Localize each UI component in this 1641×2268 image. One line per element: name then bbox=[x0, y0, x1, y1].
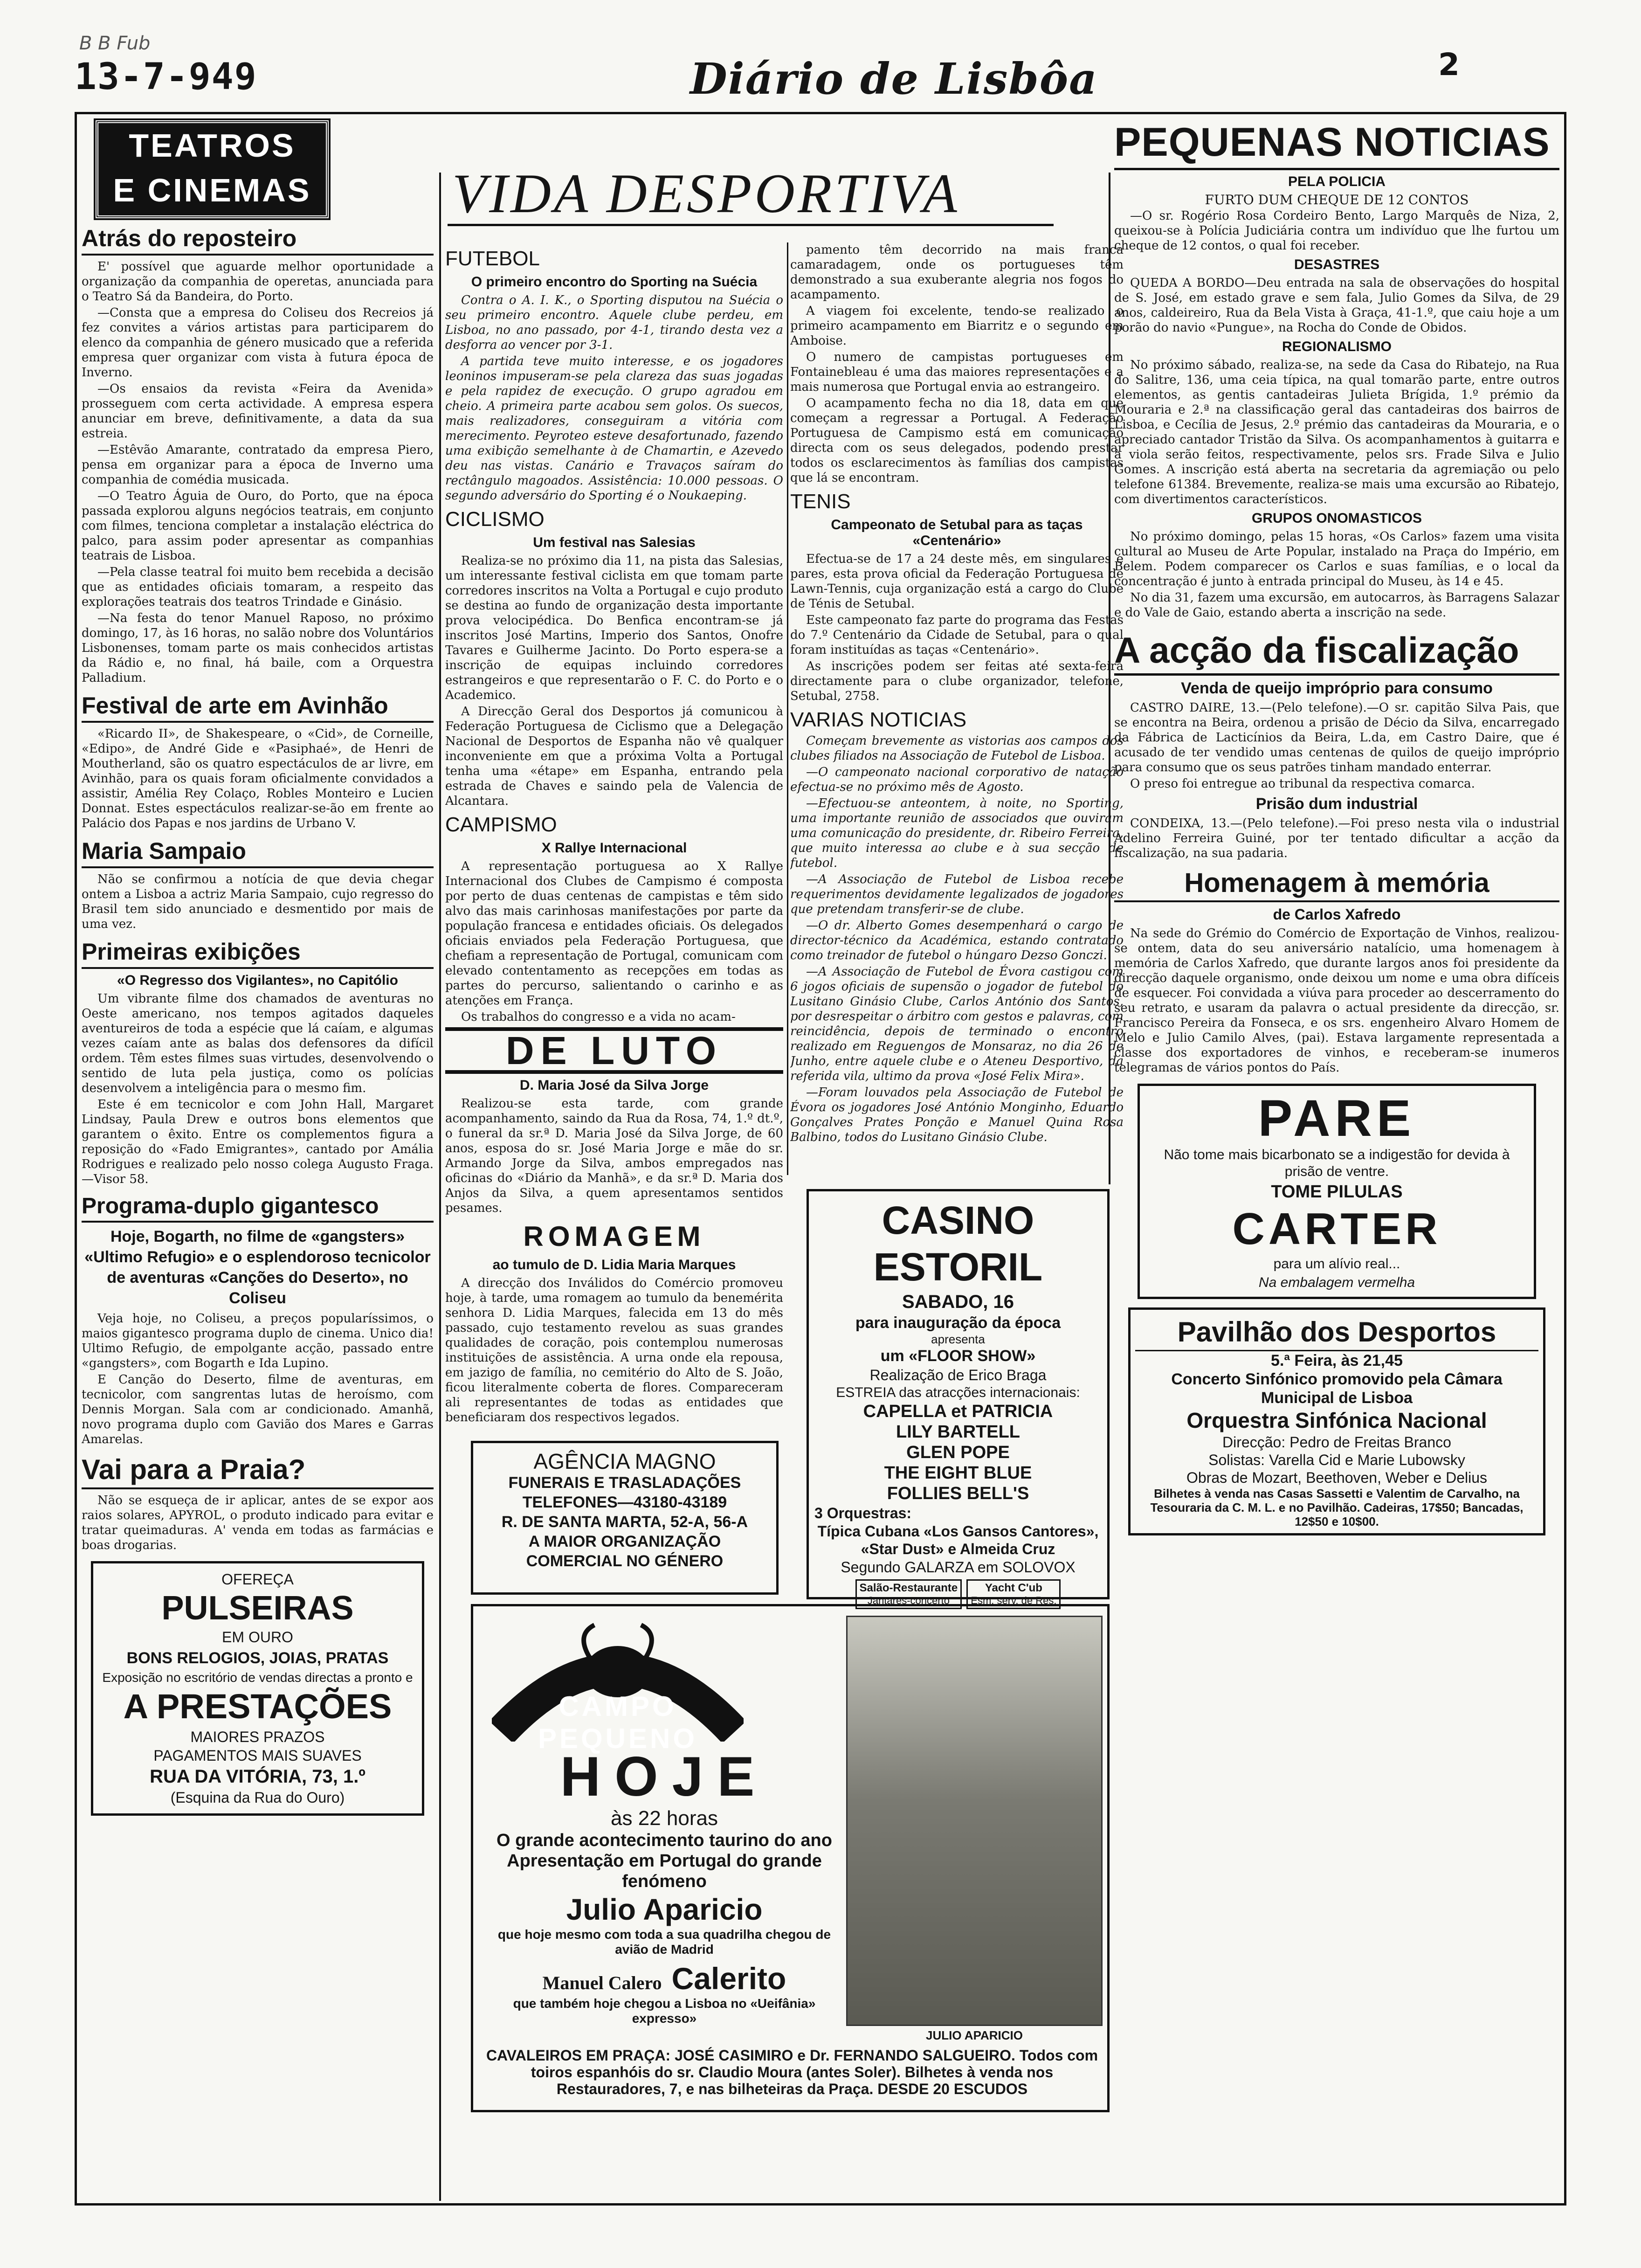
campo-text bbox=[483, 1746, 846, 2026]
bull-logo bbox=[492, 1616, 744, 1754]
calerito-line bbox=[483, 1961, 846, 1996]
subheading: REGIONALISMO bbox=[1282, 339, 1392, 354]
paragraph: —O Teatro Águia de Ouro, do Porto, que na época passada explorou alguns negócios teatrais, em conjunto com filmes, tenciona completar a instalação eléctrica do palco, para assim poder apresentar as companhias teatrais de Lisboa. bbox=[82, 489, 434, 563]
ad-campo-pequeno bbox=[471, 1604, 1110, 2112]
paragraph: —Foram louvados pela Associação de Futebol de Évora os jogadores José António Monginho, Eduardo Gonçalves Prates Ponção e Manuel Quina Rosa Balbino, todos do Lusitano Ginásio Clube. bbox=[790, 1086, 1124, 1144]
ad-text: Salão-Restaurante bbox=[859, 1582, 958, 1594]
ad-text: TELEFONES—43180-43189 bbox=[522, 1494, 727, 1511]
ad-text: THE EIGHT BLUE bbox=[884, 1463, 1032, 1483]
subheading: PELA POLICIA bbox=[1288, 174, 1386, 189]
category-label: CICLISMO bbox=[445, 508, 545, 531]
paragraph: Veja hoje, no Coliseu, a preços popularíssimos, o maios gigantesco programa duplo de cinema. Unico dia! Ultimo Refugio, de empolgante acção, passado entre «gangsters», com Bogarth e Ida Lupino. bbox=[82, 1312, 434, 1370]
category-label: TENIS bbox=[790, 490, 851, 513]
subheading: Prisão dum industrial bbox=[1255, 795, 1418, 813]
ad-text: FUNERAIS E TRASLADAÇÕES bbox=[508, 1474, 741, 1492]
ad-text: Direcção: Pedro de Freitas Branco bbox=[1222, 1434, 1451, 1451]
ad-headline: Orquestra Sinfónica Nacional bbox=[1186, 1408, 1487, 1432]
ad-text: Jantares-concerto bbox=[867, 1595, 950, 1606]
ad-text: Solistas: Varella Cid e Marie Lubowsky bbox=[1208, 1452, 1465, 1468]
paragraph: Realiza-se no próximo dia 11, na pista das Salesias, um interessante festival ciclista em que tomam parte corredores inscritos na Volta a Portugal e cujo produto se destina ao fundo de organização desta importante prova velocipédica. Do Benfica encontram-se já inscritos José Martins, Imperio dos Santos, Onofre Tavares e Guilherme Jacinto. Do Porto espera-se a inscrição de equipas incluindo corredores estrangeiros e que representarão o F. C. do Porto e o Academico. bbox=[445, 554, 783, 702]
category-label: VARIAS NOTICIAS bbox=[790, 708, 967, 731]
torero-photo bbox=[846, 1616, 1103, 2026]
column-pequenas bbox=[1114, 117, 1559, 2201]
logo-text: CAMPO PEQUENO bbox=[538, 1691, 698, 1754]
ad-text: GLEN POPE bbox=[906, 1443, 1010, 1462]
ad-text: OFEREÇA bbox=[221, 1571, 294, 1588]
ad-text: ESTREIA das atracções internacionais: bbox=[836, 1385, 1080, 1400]
paragraph: Realizou-se esta tarde, com grande acompanhamento, saindo da Rua da Rosa, 74, 1.º dt.º, o funeral da sr.ª D. Maria José da Silva Jorge, de 60 anos, esposa do sr. José Maria Jorge e mãe do sr. Armando Jorge da Silva, ambos empregados nas oficinas do «Diário da Manhã», e da sr.ª D. Maria dos Anjos da Silva, a quem apresentamos sentidos pesames. bbox=[445, 1097, 783, 1215]
paragraph: Não se confirmou a notícia de que devia chegar ontem a Lisboa a actriz Maria Sampaio, cujo regresso do Brasil tem sido anunciado e desmentido por mais de uma vez. bbox=[82, 872, 434, 931]
ad-headline: CASINO ESTORIL bbox=[873, 1198, 1043, 1289]
subheading: O primeiro encontro do Sporting na Suécia bbox=[471, 274, 758, 290]
ad-text: para um alívio real... bbox=[1273, 1256, 1400, 1272]
ad-headline: CARTER bbox=[1232, 1204, 1441, 1254]
paragraph: —Pela classe teatral foi muito bem recebida a decisão que as entidades oficiais tomaram, a respeito das explorações teatrais dos teatros Trindade e Ginásio. bbox=[82, 565, 434, 609]
ad-text: Não tome mais bicarbonato se a indigestão for devida à prisão de ventre. bbox=[1164, 1147, 1510, 1179]
ad-text: SABADO, 16 bbox=[902, 1292, 1014, 1312]
section-heading: Festival de arte em Avinhão bbox=[82, 692, 434, 723]
subheading: ao tumulo de D. Lidia Maria Marques bbox=[492, 1257, 736, 1272]
ad-text: MAIORES PRAZOS bbox=[190, 1729, 325, 1745]
teatros-banner bbox=[96, 120, 329, 218]
paragraph: CONDEIXA, 13.—(Pelo telefone).—Foi preso nesta vila o industrial Adelino Ferreira Guiné, por ter tentado dificultar a acção da fiscalização, na sua padaria. bbox=[1114, 816, 1559, 860]
subheading: Campeonato de Setubal para as taças «Centenário» bbox=[831, 517, 1083, 548]
paragraph: A partida teve muito interesse, e os jogadores leoninos impuseram-se pela clareza das suas jogadas e pela rapidez de execução. O grupo agradou em cheio. A primeira parte acabou sem golos. Os suecos, mais realizadores, conseguiram a vitória com merecimento. Peyroteo esteve desafortunado, fazendo uma exibição semelhante à de Chamartin, e Azevedo deu nas vistas. Canário e Travaços saíram do rectângulo magoados. Assistência: 10.000 pessoas. O segundo adversário do Sporting é o Noukaeping. bbox=[445, 354, 783, 503]
column-rule bbox=[439, 173, 441, 2201]
ad-headline: A PRESTAÇÕES bbox=[123, 1687, 392, 1726]
subheading: Um festival nas Salesias bbox=[533, 535, 696, 550]
paragraph: Um vibrante filme dos chamados de aventuras no Oeste americano, nos tempos agitados daqueles aventureiros de toda a espécie que lá caíam, e algumas vezes caíam ante as balas dos defensores da difícil ordem. Têm estes filmes suas virtudes, desenvolvendo o sentido de luta pela justiça, como os polícias desenvolvem a inteligência para o mesmo fim. bbox=[82, 992, 434, 1095]
section-heading: Homenagem à memória bbox=[1114, 867, 1559, 902]
ad-text: Apresentação em Portugal do grande fenómeno bbox=[507, 1851, 822, 1891]
ad-text: EM OURO bbox=[222, 1629, 293, 1646]
paragraph: —Estêvão Amarante, contratado da empresa Piero, pensa em organizar para a época de Inverno uma companhia de comédia musicada. bbox=[82, 443, 434, 487]
ad-text: COMERCIAL NO GÉNERO bbox=[526, 1552, 724, 1570]
ad-text: LILY BARTELL bbox=[896, 1422, 1020, 1442]
ad-text: 3 Orquestras: bbox=[814, 1505, 912, 1521]
ad-text: Segundo GALARZA em SOLOVOX bbox=[841, 1559, 1076, 1576]
section-heading: Primeiras exibições bbox=[82, 938, 434, 969]
paragraph: CASTRO DAIRE, 13.—(Pelo telefone).—O sr. capitão Silva Pais, que se encontra na Beira, ordenou a prisão de Décio da Silva, encarregado da Fábrica de Lacticínios da Beira, L.da, em Castro Daire, que é acusado de ter vendido umas centenas de quilos de queijo impróprio para consumo que os seus patrões tinham mandado enterrar. bbox=[1114, 701, 1559, 774]
ad-text: Típica Cubana «Los Gansos Cantores», «Star Dust» e Almeida Cruz bbox=[817, 1523, 1099, 1557]
romagem-heading: ROMAGEM bbox=[523, 1221, 705, 1252]
paragraph: E' possível que aguarde melhor oportunidade a organização da companhia de operetas, anunciada para o Teatro Sá da Bandeira, do Porto. bbox=[82, 260, 434, 304]
ad-text: 5.ª Feira, às 21,45 bbox=[1271, 1352, 1403, 1369]
ad-text: um «FLOOR SHOW» bbox=[880, 1347, 1036, 1365]
paragraph: —A Associação de Futebol de Évora castigou com 6 jogos oficiais de supensão o jogador de futebol do Lusitano Ginásio Clube, Carlos António dos Santos, por desrespeitar o árbitro com gestos e palavras, com reincidência, depois de terminado o encontro realizado em Reguengos de Monsaraz, no dia 26 de Junho, entre aquele clube e o Ateneu Desportivo, da referida vila, ultimo da prova «José Felix Mira». bbox=[790, 965, 1124, 1083]
ad-text: RUA DA VITÓRIA, 73, 1.º bbox=[150, 1766, 365, 1787]
ad-text: para inauguração da época bbox=[855, 1314, 1061, 1332]
subheading: Venda de queijo impróprio para consumo bbox=[1181, 679, 1493, 697]
paragraph: O preso foi entregue ao tribunal da respectiva comarca. bbox=[1130, 777, 1475, 791]
paragraph: O numero de campistas portugueses em Fontainebleau é uma das maiores representações e a mais numerosa que Portugal envia ao estrangeiro. bbox=[790, 350, 1124, 394]
ad-text: O grande acontecimento taurino do ano bbox=[496, 1831, 832, 1850]
paragraph: Começam brevemente as vistorias aos campos dos clubes filiados na Associação de Futebol de Lisboa. bbox=[790, 734, 1124, 763]
ad-text: CAVALEIROS EM PRAÇA: JOSÉ CASIMIRO e Dr. FERNANDO SALGUEIRO. Todos com toiros espanhóis do sr. Claudio Moura (antes Soler). Bilhetes à venda nos Restauradores, 7, e nas bilheteiras da Praça. DESDE 20 ESCUDOS bbox=[486, 2047, 1098, 2097]
ad-headline: PARE bbox=[1258, 1090, 1416, 1147]
ad-text: Obras de Mozart, Beethoven, Weber e Delius bbox=[1186, 1469, 1488, 1486]
subheading: D. Maria José da Silva Jorge bbox=[519, 1078, 709, 1093]
vida-desportiva-banner bbox=[448, 163, 1054, 226]
paragraph: A direcção dos Inválidos do Comércio promoveu hoje, à tarde, uma romagem ao tumulo da benemérita senhora D. Lidia Marques, falecida em 13 do mês passado, cujo testamento revelou as suas grandes qualidades de coração, pois contemplou numerosas instituições de assistência. A urna onde ela repousa, em jazigo de família, no cemitério do Alto de S. João, ficou literalmente coberta de flores. Compareceram ali representantes de todas as entidades que beneficiaram dos respectivos legados. bbox=[445, 1276, 783, 1424]
column-desporto bbox=[445, 242, 783, 1595]
ad-text: Exposição no escritório de vendas directas a pronto e bbox=[102, 1670, 413, 1685]
ad-text: Yacht C'ub bbox=[985, 1582, 1042, 1594]
ad-text: CAPELLA et PATRICIA bbox=[863, 1402, 1053, 1421]
ad-text: Bilhetes à venda nas Casas Sassetti e Valentim de Carvalho, na Tesouraria da C. M. L. e no Pavilhão. Cadeiras, 17$50; Bancadas, 12$50 e 10$00. bbox=[1150, 1487, 1524, 1528]
paragraph: —O sr. Rogério Rosa Cordeiro Bento, Largo Marquês de Niza, 2, queixou-se à Polícia Judiciária contra um indivíduo que lhe furtou um cheque de 12 contos, o qual foi receber. bbox=[1114, 209, 1559, 253]
subheading: X Rallye Internacional bbox=[541, 840, 687, 856]
ad-text: que também hoje chegou a Lisboa no «Ueifânia» expresso» bbox=[513, 1996, 816, 2026]
category-label: FUTEBOL bbox=[445, 247, 540, 270]
ad-casino-estoril bbox=[807, 1189, 1110, 1606]
ad-text: Concerto Sinfónico promovido pela Câmara Municipal de Lisboa bbox=[1171, 1370, 1503, 1407]
vida-title: VIDA DESPORTIVA bbox=[448, 163, 1054, 226]
paragraph: —O dr. Alberto Gomes desempenhará o cargo de director-técnico da Académica, estando contratado como treinador de futebol o húngaro Dezso Gonczi. bbox=[790, 919, 1124, 962]
paragraph: A representação portuguesa ao X Rallye Internacional dos Clubes de Campismo é composta por perto de duas centenas de campistas e têm sido alvo das mais carinhosas manifestações por parte da população francesa e entidades oficiais. Os delegados oficiais enviados pela Federação Portuguesa, que chefiam a representação de Portugal, comunicam com elevado contentamento as recepções em todas as partes do percurso, salientando o carinho e as atenções em França. bbox=[445, 859, 783, 1008]
paragraph: Os trabalhos do congresso e a vida no acam- bbox=[461, 1010, 736, 1024]
paragraph: As inscrições podem ser feitas até sexta-feira directamente para o clube organizador, telefone, Setubal, 2758. bbox=[790, 659, 1124, 703]
ad-pavilhao bbox=[1128, 1307, 1545, 1535]
paragraph: pamento têm decorrido na mais franca camaradagem, onde os portugueses têm demonstrado a sua exuberante alegria nos fogos do acampamento. bbox=[790, 243, 1124, 302]
pequenas-banner: PEQUENAS NOTICIAS bbox=[1114, 117, 1559, 170]
ad-headline: PULSEIRAS bbox=[161, 1590, 354, 1627]
section-heading: Maria Sampaio bbox=[82, 837, 434, 868]
ad-text: BONS RELOGIOS, JOIAS, PRATAS bbox=[126, 1649, 389, 1667]
ad-headline: Pavilhão dos Desportos bbox=[1135, 1314, 1538, 1351]
paragraph: No próximo domingo, pelas 15 horas, «Os Carlos» fazem uma visita cultural ao Museu de Arte Popular, instalado na Praça do Império, em Belem. Podem comparecer os Carlos e suas famílias, e o local da concentração é junto à entrada principal do Museu, às 14 e 45. bbox=[1114, 530, 1559, 588]
paragraph: Não se esqueça de ir aplicar, antes de se expor aos raios solares, APYROL, o produto indicado para evitar e tratar queimaduras. A' venda em todas as farmácias e boas drogarias. bbox=[82, 1494, 434, 1552]
subheading: DESASTRES bbox=[1294, 257, 1380, 272]
section-heading: Atrás do reposteiro bbox=[82, 225, 434, 256]
ad-text: Na embalagem vermelha bbox=[1258, 1275, 1415, 1290]
paragraph: E Canção do Deserto, filme de aventuras, em tecnicolor, com sangrentas lutas de heroísmo, com Dennis Morgan. Sala com ar condicionado. Amanhã, novo programa duplo com Gavião dos Mares e Garras Amarelas. bbox=[82, 1373, 434, 1446]
ad-text: que hoje mesmo com toda a sua quadrilha chegou de avião de Madrid bbox=[497, 1927, 831, 1957]
ad-text: às 22 horas bbox=[611, 1807, 718, 1830]
issue-date: 13-7-949 bbox=[75, 56, 257, 98]
paragraph: QUEDA A BORDO—Deu entrada na sala de observações do hospital de S. José, em estado grave e sem fala, Julio Gomes da Silva, de 29 anos, caldeireiro, Rua da Bela Vista à Graça, 41-1.º, que caiu hoje a um porão do navio «Pungue», na Rocha do Conde de Obidos. bbox=[1114, 276, 1559, 335]
banner-line: E CINEMAS bbox=[113, 172, 311, 208]
category-label: CAMPISMO bbox=[445, 813, 557, 836]
subheading: de Carlos Xafredo bbox=[1273, 906, 1401, 923]
ad-text: Manuel Calero bbox=[542, 1972, 662, 1993]
subheading: «O Regresso dos Vigilantes», no Capitólio bbox=[117, 973, 398, 988]
ad-text: apresenta bbox=[931, 1332, 985, 1346]
ad-pare-carter bbox=[1138, 1084, 1536, 1299]
ad-text: Esm. serv. de Res. bbox=[971, 1595, 1057, 1606]
paragraph: —Os ensaios da revista «Feira da Avenida» prosseguem com certa actividade. A empresa espera anunciar em breve, definitivamente, a data da sua estreia. bbox=[82, 382, 434, 441]
ad-text: FOLLIES BELL'S bbox=[887, 1484, 1029, 1503]
ad-text: (Esquina da Rua do Ouro) bbox=[170, 1789, 345, 1806]
paragraph: —O campeonato nacional corporativo de natação efectua-se no próximo mês de Agosto. bbox=[790, 765, 1124, 794]
paragraph: O acampamento fecha no dia 18, data em que começam a regressar a Portugal. A Federação Portuguesa de Campismo está em comunicação directa com os seus delegados, podendo prestar todos os esclarecimentos às famílias dos campistas que lá se encontram. bbox=[790, 396, 1124, 485]
paragraph: Este campeonato faz parte do programa das Festas do 7.º Centenário da Cidade de Setubal, para o qual foram instituídas as taças «Centenário». bbox=[790, 613, 1124, 657]
ad-text: Realização de Erico Braga bbox=[869, 1367, 1047, 1383]
paragraph: No dia 31, fazem uma excursão, em autocarros, às Barragens Salazar e do Vale de Gaio, estando aberta a inscrição na sede. bbox=[1114, 591, 1559, 620]
paragraph: —Efectuou-se anteontem, à noite, no Sporting, uma importante reunião de associados que ouviram uma comunicação do presidente, dr. Ribeiro Ferreira, que muito interessa ao clube e à sua secção de futebol. bbox=[790, 796, 1124, 870]
section-heading: Programa-duplo gigantesco bbox=[82, 1193, 434, 1223]
handwritten-note: B B Fub bbox=[79, 33, 151, 54]
column-rule bbox=[787, 242, 788, 1175]
ad-headline: Calerito bbox=[671, 1961, 786, 1996]
ad-pulseiras bbox=[91, 1561, 424, 1816]
section-heading: Vai para a Praia? bbox=[82, 1453, 434, 1489]
paragraph: Efectua-se de 17 a 24 deste mês, em singulares e pares, esta prova oficial da Federação Portuguesa de Lawn-Tennis, cuja organização está a cargo do Clube de Ténis de Setubal. bbox=[790, 552, 1124, 611]
subheading: GRUPOS ONOMASTICOS bbox=[1251, 511, 1422, 526]
subheading: Hoje, Bogarth, no filme de «gangsters» «Ultimo Refugio» e o esplendoroso tecnicolor de aventuras «Canções do Deserto», no Coliseu bbox=[84, 1228, 431, 1307]
ad-headline: AGÊNCIA MAGNO bbox=[533, 1449, 716, 1473]
paragraph: —Na festa do tenor Manuel Raposo, no próximo domingo, 17, às 16 horas, no salão nobre dos Voluntários Lisbonenses, tomam parte os mais conhecidos artistas da Rádio e, no final, há baile, com a Orquestra Palladium. bbox=[82, 611, 434, 685]
paragraph: Este é em tecnicolor e com John Hall, Margaret Lindsay, Paula Drew e outros bons elementos que garantem o êxito. Entre os complementos figura a reposição do «Fado Emigrantes», cantado por Amália Rodrigues e realizado pelo nosso colega Augusto Fraga.—Visor 58. bbox=[82, 1098, 434, 1186]
page-number: 2 bbox=[1438, 47, 1460, 83]
paragraph: Contra o A. I. K., o Sporting disputou na Suécia o seu primeiro encontro. Aquele clube perdeu, em Lisboa, no ano passado, por 4-1, tirando desta vez a desforra ao vencer por 3-1. bbox=[445, 293, 783, 352]
paragraph: No próximo sábado, realiza-se, na sede da Casa do Ribatejo, na Rua do Salitre, 136, uma ceia típica, na qual tomarão parte, entre outros elementos, as gentis cantadeiras Julieta Brígida, 1.º prémio da Mouraria e 2.ª na classificação geral das cantadeiras dos bairros de Lisboa, e Cecília de Jesus, 2.º prémio das cantadeiras da Mouraria, e o apreciado cantador Tristão da Silva. Os acompanhamentos à guitarra e à viola serão feitos, respectivamente, pelos srs. Frade Silva e Julio Gomes. A inscrição está aberta na secretaria da agremiação ou pelo telefone 61384. Brevemente, realiza-se mais uma excursão ao Ribatejo, com divertimentos característicos. bbox=[1114, 358, 1559, 506]
ad-text: PAGAMENTOS MAIS SUAVES bbox=[153, 1747, 362, 1764]
paragraph: «Ricardo II», de Shakespeare, o «Cid», de Corneille, «Edipo», de André Gide e «Pasiphaé», de Henri de Moutherland, são os quatro espectáculos de ar livre, em Avinhão, para os quais foram oficialmente convidados a assistir, Amélia Rey Colaço, Robles Monteiro e Lucien Donnat. Estes espectáculos realizar-se-ão em frente ao Palácio dos Papas e nos jardins de Urbano V. bbox=[82, 727, 434, 830]
banner-line: TEATROS bbox=[129, 127, 296, 164]
photo-caption: JULIO APARICIO bbox=[925, 2028, 1023, 2042]
newspaper-title: Diário de Lisbôa bbox=[690, 54, 1098, 104]
ad-text: TOME PILULAS bbox=[1271, 1182, 1403, 1202]
luto-heading: DE LUTO bbox=[445, 1027, 783, 1074]
paragraph: Na sede do Grémio do Comércio de Exportação de Vinhos, realizou-se ontem, data do seu aniversário natalício, uma homenagem à memória de Carlos Xafredo, que durante largos anos foi presidente da direcção daquele organismo, onde deixou um nome e uma obra difíceis de esquecer. Foi convidada a viúva para proceder ao descerramento do seu retrato, e usaram da palavra o actual presidente da direcção, sr. Francisco Pereira da Fonseca, e os srs. engenheiro Alvaro Homem de Melo e Julio Camilo Alves, (pai). Estava largamente representada a classe dos exportadores de vinhos, e receberam-se inumeros telegramas de vários pontos do País. bbox=[1114, 927, 1559, 1075]
ad-headline: Julio Aparicio bbox=[566, 1893, 763, 1926]
column-teatros bbox=[82, 117, 434, 2201]
fiscalizacao-banner: A acção da fiscalização bbox=[1114, 627, 1559, 676]
ad-headline: HOJE bbox=[560, 1745, 769, 1808]
ad-agencia-magno bbox=[471, 1441, 779, 1595]
paragraph: —A Associação de Futebol de Lisboa recebe requerimentos devidamente legalizados de jogadores que pretendam transferir-se de clube. bbox=[790, 872, 1124, 916]
ad-text: A MAIOR ORGANIZAÇÃO bbox=[528, 1533, 721, 1550]
paragraph: A viagem foi excelente, tendo-se realizado o primeiro acampamento em Biarritz e o segundo em Amboise. bbox=[790, 304, 1124, 348]
paragraph: A Direcção Geral dos Desportos já comunicou à Federação Portuguesa de Ciclismo que a Delegação Nacional de Desportos de Espanha não vê qualquer inconveniente em que a próxima Volta a Portugal tenha uma «étape» em Espanha, entrando pela estrada de Chaves e saindo pela de Valencia de Alcantara. bbox=[445, 705, 783, 808]
subheading: FURTO DUM CHEQUE DE 12 CONTOS bbox=[1205, 192, 1469, 207]
paragraph: —Consta que a empresa do Coliseu dos Recreios já fez convites a vários artistas para participarem do elenco da companhia de género musicado que a referida empresa quer organizar com vista à futura época de Inverno. bbox=[82, 306, 434, 380]
ad-text: R. DE SANTA MARTA, 52-A, 56-A bbox=[501, 1513, 748, 1531]
